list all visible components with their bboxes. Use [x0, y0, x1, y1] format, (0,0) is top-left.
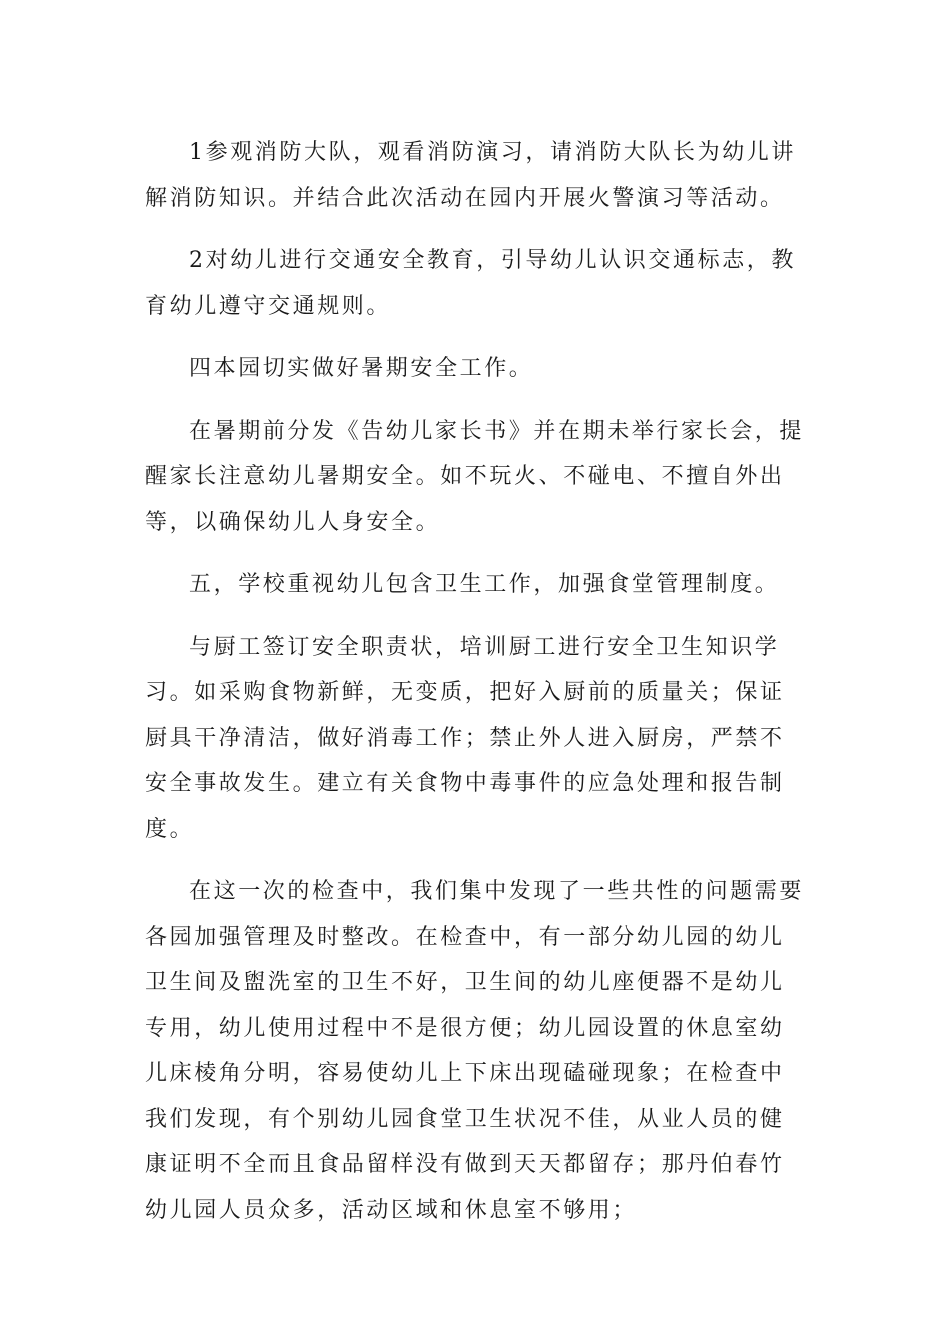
document-body	[145, 130, 805, 1250]
paragraph-7: 在这一次的检查中，我们集中发现了一些共性的问题需要各园加强管理及时整改。在检查中，有一部分幼儿园的幼儿卫生间及盥洗室的卫生不好，卫生间的幼儿座便器不是幼儿专用，幼儿使用过程中不是很方便；幼儿园设置的休息室幼儿床棱角分明，容易使幼儿上下床出现磕碰现象；在检查中我们发现，有个别幼儿园食堂卫生状况不佳，从业人员的健康证明不全而且食品留样没有做到天天都留存；那丹伯春竹幼儿园人员众多，活动区域和休息室不够用；	[145, 879, 805, 1223]
paragraph-2: 2对幼儿进行交通安全教育，引导幼儿认识交通标志，教育幼儿遵守交通规则。	[145, 248, 796, 319]
paragraph-4: 在暑期前分发《告幼儿家长书》并在期未举行家长会，提醒家长注意幼儿暑期安全。如不玩火、不碰电、不擅自外出等，以确保幼儿人身安全。	[145, 418, 805, 535]
paragraph-5: 五，学校重视幼儿包含卫生工作，加强食堂管理制度。	[189, 572, 780, 597]
paragraph-6: 与厨工签订安全职责状，培训厨工进行安全卫生知识学习。如采购食物新鲜，无变质，把好入厨前的质量关；保证厨具干净清洁，做好消毒工作；禁止外人进入厨房，严禁不安全事故发生。建立有关食物中毒事件的应急处理和报告制度。	[145, 634, 785, 842]
paragraph-1: 1参观消防大队，观看消防演习，请消防大队长为幼儿讲解消防知识。并结合此次活动在园内开展火警演习等活动。	[145, 140, 796, 211]
paragraph-3: 四本园切实做好暑期安全工作。	[189, 356, 534, 381]
